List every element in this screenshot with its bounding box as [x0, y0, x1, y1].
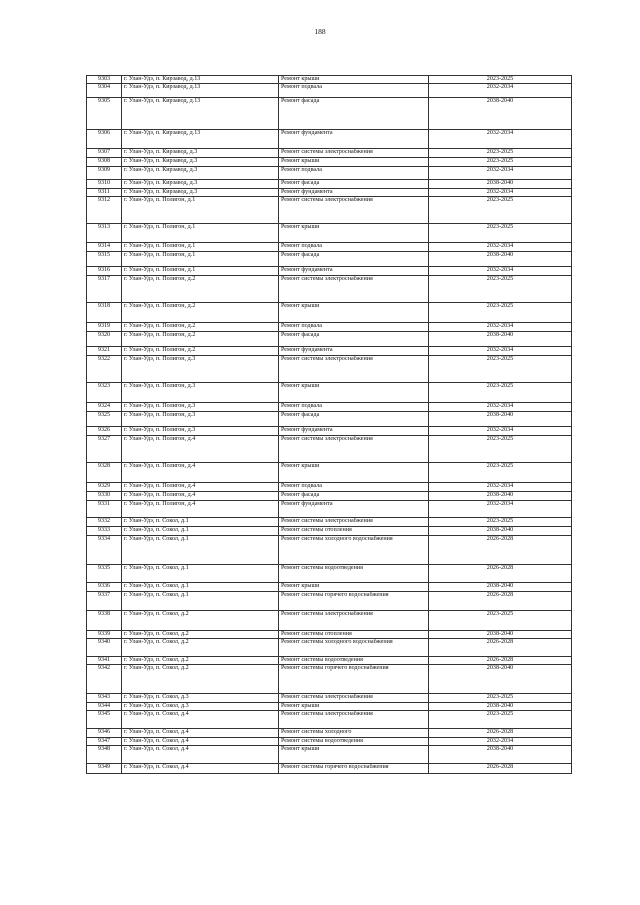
- term-cell: 2023-2025: [429, 76, 572, 84]
- address-cell: г. Улан-Удэ, п. Сокол, д.4: [122, 746, 279, 764]
- table-row: [87, 224, 572, 243]
- row-number: 9306: [87, 130, 122, 149]
- term-cell: 2038-2040: [429, 746, 572, 764]
- work-type-cell: Ремонт крыши: [279, 463, 429, 483]
- term-cell: 2032-2034: [429, 501, 572, 518]
- work-type-cell: Ремонт фундамента: [279, 267, 429, 276]
- work-type-cell: Ремонт крыши: [279, 383, 429, 403]
- term-cell: 2023-2025: [429, 224, 572, 243]
- address-cell: г. Улан-Удэ, п. Сокол, д.2: [122, 665, 279, 694]
- row-number: 9342: [87, 665, 122, 694]
- row-number: 9348: [87, 746, 122, 764]
- table-row: [87, 638, 572, 656]
- address-cell: г. Улан-Удэ, п. Сокол, д.4: [122, 764, 279, 774]
- row-number: 9331: [87, 501, 122, 518]
- term-cell: 2026-2028: [429, 764, 572, 774]
- work-type-cell: Ремонт системы электроснабжения: [279, 197, 429, 224]
- row-number: 9314: [87, 243, 122, 252]
- table-row: [87, 197, 572, 224]
- row-number: 9332: [87, 518, 122, 527]
- row-number: 9334: [87, 535, 122, 564]
- work-type-cell: Ремонт крыши: [279, 582, 429, 591]
- address-cell: г. Улан-Удэ, п. Полигон, д.2: [122, 276, 279, 303]
- term-cell: 2038-2040: [429, 492, 572, 501]
- table-row: [87, 501, 572, 518]
- row-number: 9325: [87, 412, 122, 427]
- address-cell: г. Улан-Удэ, п. Сокол, д.2: [122, 630, 279, 638]
- term-cell: 2032-2034: [429, 738, 572, 746]
- row-number: 9318: [87, 303, 122, 323]
- address-cell: г. Улан-Удэ, п. Полигон, д.4: [122, 492, 279, 501]
- work-type-cell: Ремонт крыши: [279, 746, 429, 764]
- row-number: 9346: [87, 729, 122, 738]
- term-cell: 2023-2025: [429, 356, 572, 383]
- row-number: 9311: [87, 189, 122, 197]
- work-type-cell: Ремонт фасада: [279, 492, 429, 501]
- table-row: [87, 180, 572, 189]
- table-row: [87, 189, 572, 197]
- work-type-cell: Ремонт подвала: [279, 483, 429, 492]
- work-type-cell: Ремонт системы электроснабжения: [279, 436, 429, 463]
- table-row: [87, 656, 572, 664]
- address-cell: г. Улан-Удэ, п. Сокол, д.3: [122, 703, 279, 711]
- table-row: [87, 323, 572, 332]
- address-cell: г. Улан-Удэ, п. Сокол, д.2: [122, 638, 279, 656]
- table-row: [87, 98, 572, 130]
- row-number: 9305: [87, 98, 122, 130]
- term-cell: 2023-2025: [429, 463, 572, 483]
- term-cell: 2038-2040: [429, 582, 572, 591]
- row-number: 9337: [87, 591, 122, 610]
- term-cell: 2023-2025: [429, 610, 572, 630]
- address-cell: г. Улан-Удэ, п. Сокол, д.1: [122, 518, 279, 527]
- table-body: [87, 76, 572, 774]
- table-row: [87, 303, 572, 323]
- address-cell: г. Улан-Удэ, п. Полигон, д.2: [122, 323, 279, 332]
- address-cell: г. Улан-Удэ, п. Сокол, д.2: [122, 656, 279, 664]
- row-number: 9345: [87, 711, 122, 729]
- table-row: [87, 729, 572, 738]
- table-row: [87, 347, 572, 356]
- row-number: 9310: [87, 180, 122, 189]
- row-number: 9349: [87, 764, 122, 774]
- work-type-cell: Ремонт системы водоотведения: [279, 564, 429, 582]
- table-row: [87, 483, 572, 492]
- table-row: [87, 412, 572, 427]
- table-row: [87, 492, 572, 501]
- address-cell: г. Улан-Удэ, п. Сокол, д.1: [122, 582, 279, 591]
- work-type-cell: Ремонт крыши: [279, 224, 429, 243]
- term-cell: 2023-2025: [429, 694, 572, 703]
- term-cell: 2026-2028: [429, 564, 572, 582]
- row-number: 9336: [87, 582, 122, 591]
- term-cell: 2032-2034: [429, 267, 572, 276]
- term-cell: 2038-2040: [429, 332, 572, 347]
- table-row: [87, 746, 572, 764]
- term-cell: 2038-2040: [429, 703, 572, 711]
- table-row: [87, 764, 572, 774]
- table-row: [87, 84, 572, 98]
- table-row: [87, 610, 572, 630]
- table-row: [87, 427, 572, 436]
- work-type-cell: Ремонт фундамента: [279, 501, 429, 518]
- term-cell: 2038-2040: [429, 252, 572, 267]
- address-cell: г. Улан-Удэ, п. Сокол, д.1: [122, 527, 279, 535]
- row-number: 9308: [87, 158, 122, 167]
- address-cell: г. Улан-Удэ, п. Сокол, д.4: [122, 711, 279, 729]
- address-cell: г. Улан-Удэ, п. Кирзавод, д.13: [122, 98, 279, 130]
- address-cell: г. Улан-Удэ, п. Сокол, д.4: [122, 729, 279, 738]
- table-row: [87, 276, 572, 303]
- address-cell: г. Улан-Удэ, п. Сокол, д.1: [122, 591, 279, 610]
- address-cell: г. Улан-Удэ, п. Полигон, д.1: [122, 252, 279, 267]
- term-cell: 2032-2034: [429, 243, 572, 252]
- work-type-cell: Ремонт системы горячего водоснабжения: [279, 591, 429, 610]
- table-row: [87, 665, 572, 694]
- row-number: 9343: [87, 694, 122, 703]
- term-cell: 2023-2025: [429, 518, 572, 527]
- address-cell: г. Улан-Удэ, п. Кирзавод, д.3: [122, 167, 279, 180]
- term-cell: 2032-2034: [429, 403, 572, 412]
- table-row: [87, 356, 572, 383]
- table-row: [87, 703, 572, 711]
- term-cell: 2032-2034: [429, 189, 572, 197]
- row-number: 9326: [87, 427, 122, 436]
- row-number: 9307: [87, 149, 122, 158]
- work-type-cell: Ремонт системы электроснабжения: [279, 149, 429, 158]
- work-type-cell: Ремонт фундамента: [279, 427, 429, 436]
- term-cell: 2038-2040: [429, 665, 572, 694]
- row-number: 9329: [87, 483, 122, 492]
- address-cell: г. Улан-Удэ, п. Полигон, д.3: [122, 427, 279, 436]
- address-cell: г. Улан-Удэ, п. Кирзавод, д.13: [122, 130, 279, 149]
- work-type-cell: Ремонт системы электроснабжения: [279, 276, 429, 303]
- term-cell: 2026-2028: [429, 656, 572, 664]
- row-number: 9347: [87, 738, 122, 746]
- work-type-cell: Ремонт фасада: [279, 332, 429, 347]
- work-type-cell: Ремонт фасада: [279, 252, 429, 267]
- table-row: [87, 130, 572, 149]
- work-type-cell: Ремонт подвала: [279, 84, 429, 98]
- term-cell: 2032-2034: [429, 167, 572, 180]
- table-row: [87, 518, 572, 527]
- row-number: 9341: [87, 656, 122, 664]
- term-cell: 2038-2040: [429, 98, 572, 130]
- term-cell: 2023-2025: [429, 197, 572, 224]
- work-type-cell: Ремонт крыши: [279, 703, 429, 711]
- term-cell: 2032-2034: [429, 323, 572, 332]
- term-cell: 2023-2025: [429, 711, 572, 729]
- table-row: [87, 711, 572, 729]
- table-row: [87, 582, 572, 591]
- work-type-cell: Ремонт системы холодного: [279, 729, 429, 738]
- row-number: 9315: [87, 252, 122, 267]
- term-cell: 2026-2028: [429, 729, 572, 738]
- work-type-cell: Ремонт системы холодного водоснабжения: [279, 535, 429, 564]
- term-cell: 2023-2025: [429, 149, 572, 158]
- term-cell: 2023-2025: [429, 383, 572, 403]
- row-number: 9323: [87, 383, 122, 403]
- table-row: [87, 167, 572, 180]
- row-number: 9340: [87, 638, 122, 656]
- row-number: 9324: [87, 403, 122, 412]
- term-cell: 2023-2025: [429, 276, 572, 303]
- work-type-cell: Ремонт фундамента: [279, 189, 429, 197]
- address-cell: г. Улан-Удэ, п. Полигон, д.4: [122, 483, 279, 492]
- work-type-cell: Ремонт системы электроснабжения: [279, 711, 429, 729]
- address-cell: г. Улан-Удэ, п. Полигон, д.3: [122, 403, 279, 412]
- row-number: 9322: [87, 356, 122, 383]
- term-cell: 2032-2034: [429, 130, 572, 149]
- table-row: [87, 738, 572, 746]
- address-cell: г. Улан-Удэ, п. Кирзавод, д.3: [122, 180, 279, 189]
- address-cell: г. Улан-Удэ, п. Полигон, д.3: [122, 383, 279, 403]
- work-type-cell: Ремонт системы электроснабжения: [279, 356, 429, 383]
- row-number: 9339: [87, 630, 122, 638]
- term-cell: 2038-2040: [429, 630, 572, 638]
- table-row: [87, 332, 572, 347]
- work-type-cell: Ремонт подвала: [279, 403, 429, 412]
- term-cell: 2032-2034: [429, 347, 572, 356]
- term-cell: 2026-2028: [429, 535, 572, 564]
- table-row: [87, 252, 572, 267]
- address-cell: г. Улан-Удэ, п. Кирзавод, д.3: [122, 189, 279, 197]
- work-type-cell: Ремонт системы электроснабжения: [279, 610, 429, 630]
- work-type-cell: Ремонт крыши: [279, 158, 429, 167]
- row-number: 9319: [87, 323, 122, 332]
- address-cell: г. Улан-Удэ, п. Сокол, д.1: [122, 564, 279, 582]
- work-type-cell: Ремонт фасада: [279, 98, 429, 130]
- work-type-cell: Ремонт фундамента: [279, 130, 429, 149]
- row-number: 9327: [87, 436, 122, 463]
- table-row: [87, 591, 572, 610]
- term-cell: 2023-2025: [429, 436, 572, 463]
- address-cell: г. Улан-Удэ, п. Сокол, д.2: [122, 610, 279, 630]
- work-type-cell: Ремонт фасада: [279, 412, 429, 427]
- address-cell: г. Улан-Удэ, п. Полигон, д.4: [122, 463, 279, 483]
- term-cell: 2023-2025: [429, 303, 572, 323]
- table-row: [87, 535, 572, 564]
- page-number: 188: [314, 27, 326, 36]
- table-row: [87, 564, 572, 582]
- address-cell: г. Улан-Удэ, п. Кирзавод, д.13: [122, 84, 279, 98]
- work-type-cell: Ремонт фасада: [279, 180, 429, 189]
- term-cell: 2023-2025: [429, 158, 572, 167]
- work-type-cell: Ремонт системы электроснабжения: [279, 518, 429, 527]
- table-row: [87, 76, 572, 84]
- table-row: [87, 463, 572, 483]
- work-type-cell: Ремонт подвала: [279, 323, 429, 332]
- address-cell: г. Улан-Удэ, п. Полигон, д.2: [122, 347, 279, 356]
- work-type-cell: Ремонт подвала: [279, 167, 429, 180]
- row-number: 9309: [87, 167, 122, 180]
- table-row: [87, 158, 572, 167]
- row-number: 9312: [87, 197, 122, 224]
- term-cell: 2032-2034: [429, 427, 572, 436]
- table-row: [87, 630, 572, 638]
- address-cell: г. Улан-Удэ, п. Полигон, д.3: [122, 356, 279, 383]
- row-number: 9338: [87, 610, 122, 630]
- row-number: 9330: [87, 492, 122, 501]
- address-cell: г. Улан-Удэ, п. Кирзавод, д.3: [122, 158, 279, 167]
- term-cell: 2038-2040: [429, 180, 572, 189]
- work-type-cell: Ремонт системы горячего водоснабжения: [279, 764, 429, 774]
- term-cell: 2026-2028: [429, 638, 572, 656]
- address-cell: г. Улан-Удэ, п. Полигон, д.2: [122, 332, 279, 347]
- term-cell: 2032-2034: [429, 84, 572, 98]
- address-cell: г. Улан-Удэ, п. Полигон, д.2: [122, 303, 279, 323]
- work-type-cell: Ремонт фундамента: [279, 347, 429, 356]
- work-type-cell: Ремонт системы водоотведения: [279, 738, 429, 746]
- table-row: [87, 383, 572, 403]
- row-number: 9320: [87, 332, 122, 347]
- table-row: [87, 267, 572, 276]
- table-row: [87, 527, 572, 535]
- row-number: 9344: [87, 703, 122, 711]
- address-cell: г. Улан-Удэ, п. Сокол, д.1: [122, 535, 279, 564]
- address-cell: г. Улан-Удэ, п. Полигон, д.1: [122, 243, 279, 252]
- row-number: 9335: [87, 564, 122, 582]
- row-number: 9321: [87, 347, 122, 356]
- row-number: 9317: [87, 276, 122, 303]
- row-number: 9304: [87, 84, 122, 98]
- address-cell: г. Улан-Удэ, п. Полигон, д.1: [122, 197, 279, 224]
- term-cell: 2026-2028: [429, 591, 572, 610]
- term-cell: 2038-2040: [429, 527, 572, 535]
- work-type-cell: Ремонт подвала: [279, 243, 429, 252]
- table-row: [87, 694, 572, 703]
- term-cell: 2032-2034: [429, 483, 572, 492]
- row-number: 9333: [87, 527, 122, 535]
- work-type-cell: Ремонт крыши: [279, 303, 429, 323]
- table-row: [87, 243, 572, 252]
- address-cell: г. Улан-Удэ, п. Полигон, д.1: [122, 267, 279, 276]
- row-number: 9303: [87, 76, 122, 84]
- repair-schedule-table: [86, 75, 572, 774]
- table-row: [87, 436, 572, 463]
- work-type-cell: Ремонт системы электроснабжения: [279, 694, 429, 703]
- row-number: 9328: [87, 463, 122, 483]
- address-cell: г. Улан-Удэ, п. Кирзавод, д.13: [122, 76, 279, 84]
- row-number: 9313: [87, 224, 122, 243]
- work-type-cell: Ремонт системы водоотведения: [279, 656, 429, 664]
- term-cell: 2038-2040: [429, 412, 572, 427]
- row-number: 9316: [87, 267, 122, 276]
- table-row: [87, 149, 572, 158]
- work-type-cell: Ремонт системы горячего водоснабжения: [279, 665, 429, 694]
- table-row: [87, 403, 572, 412]
- address-cell: г. Улан-Удэ, п. Сокол, д.4: [122, 738, 279, 746]
- work-type-cell: Ремонт системы отопления: [279, 527, 429, 535]
- address-cell: г. Улан-Удэ, п. Полигон, д.4: [122, 436, 279, 463]
- address-cell: г. Улан-Удэ, п. Полигон, д.1: [122, 224, 279, 243]
- address-cell: г. Улан-Удэ, п. Сокол, д.3: [122, 694, 279, 703]
- work-type-cell: Ремонт крыши: [279, 76, 429, 84]
- address-cell: г. Улан-Удэ, п. Полигон, д.4: [122, 501, 279, 518]
- address-cell: г. Улан-Удэ, п. Полигон, д.3: [122, 412, 279, 427]
- address-cell: г. Улан-Удэ, п. Кирзавод, д.3: [122, 149, 279, 158]
- work-type-cell: Ремонт системы холодного водоснабжения: [279, 638, 429, 656]
- work-type-cell: Ремонт системы отопления: [279, 630, 429, 638]
